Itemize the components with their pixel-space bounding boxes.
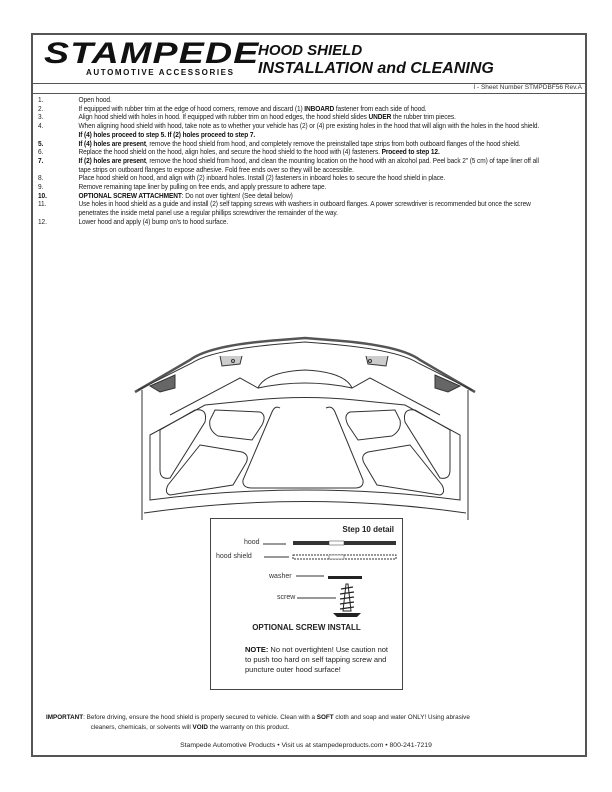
hood-layer (293, 541, 396, 545)
step-5 (38, 140, 539, 149)
hood-shield-layer (293, 555, 396, 559)
step-6 (38, 148, 539, 157)
washer-label: washer (269, 573, 292, 580)
hood-illustration (130, 330, 480, 520)
step-11 (38, 200, 539, 217)
step-number: 10. (38, 191, 47, 200)
step-text-part: Lower hood and apply (4) bump on's to hood surface. (78, 217, 229, 226)
important-label: IMPORTANT (46, 714, 84, 721)
step-text-part: , remove the hood shield from hood, and clean the mounting location on the hood with an alcohol pad. Peel back 2" (5 cm) of tape liner off all tape strips on outboard flanges to expose adhesive. Fold free ends over so they will be accessible. (78, 156, 539, 174)
step-number: 2. (38, 104, 44, 113)
title-line-2: INSTALLATION and CLEANING (258, 60, 494, 77)
step-text (78, 192, 539, 201)
step-text-part: fastener from each side of hood. (334, 104, 427, 113)
step-text (78, 148, 539, 157)
step-text (78, 122, 539, 139)
step-12 (38, 218, 539, 227)
step-text (78, 157, 539, 174)
step-text (78, 105, 539, 114)
step-7 (38, 157, 539, 174)
detail-caption: OPTIONAL SCREW INSTALL (252, 623, 361, 632)
important-notice (46, 713, 539, 732)
hood-label: hood (244, 539, 260, 546)
step-text-part: UNDER (368, 113, 392, 122)
step-text-part: Open hood. (78, 96, 112, 104)
step-text-part: When aligning hood shield with hood, take note as to whether your vehicle has (2) or (4) pre existing holes in the hood that will align with the holes in the hood shield. (78, 122, 540, 131)
step-text-part: Replace the hood shield on the hood, align holes, and secure the hood shield to the hood with (4) fasteners. (78, 148, 382, 157)
logo-subtitle: AUTOMOTIVE ACCESSORIES (86, 68, 235, 77)
hood-shield-label: hood shield (216, 553, 252, 560)
step-text-part: OPTIONAL SCREW ATTACHMENT (78, 191, 182, 200)
screw-diagram (211, 519, 404, 619)
step-9 (38, 183, 539, 192)
step-text-part: Remove remaining tape liner by pulling on free ends, and apply pressure to adhere tape. (78, 183, 327, 192)
step-8 (38, 174, 539, 183)
important-void: VOID (192, 723, 208, 731)
important-soft: SOFT (316, 714, 334, 721)
step-2 (38, 105, 539, 114)
logo-brand: STAMPEDE (44, 37, 260, 70)
step-text (78, 200, 539, 217)
step-text-part: If (4) holes proceed to step 5. If (2) holes proceed to step 7. (78, 130, 256, 139)
step-text-part: If (2) holes are present (78, 156, 146, 165)
step-number: 6. (38, 148, 44, 157)
step-text-part: Place hood shield on hood, and align with (2) inboard holes. Install (2) fasteners in inboard holes to secure the hood shield in place. (78, 174, 446, 183)
step-text-part: Use holes in hood shield as a guide and install (2) self tapping screws with washers in outboard flanges. A power screwdriver is recommended but once the screw penetrates the inside metal panel use a regular phillips screwdriver the remainder of the way. (78, 200, 531, 218)
step-text (78, 140, 539, 149)
step-text-part: If (4) holes are present (78, 139, 146, 148)
sheet-number: I - Sheet Number STMPDBF56 Rev.A (473, 84, 582, 91)
step-text-part: the rubber trim pieces. (391, 113, 456, 122)
washer-shape (328, 576, 362, 579)
important-text: cloth and soap and water ONLY! Using abrasive (333, 714, 470, 721)
detail-heading: Step 10 detail (342, 525, 394, 534)
title-line-1: HOOD SHIELD (258, 42, 363, 59)
step-number: 11. (38, 200, 47, 209)
screw-icon (333, 584, 361, 617)
step-text (78, 96, 539, 105)
screw-label: screw (277, 594, 296, 601)
detail-note (245, 645, 395, 675)
important-text: : Before driving, ensure the hood shield is properly secured to vehicle. Clean with a (83, 714, 317, 721)
instruction-steps (38, 96, 539, 227)
step-number: 7. (38, 156, 44, 165)
step-number: 4. (38, 122, 44, 131)
step-number: 3. (38, 113, 44, 122)
step-text (78, 218, 539, 227)
step-text-part: Proceed to step 12. (381, 148, 440, 157)
step-3 (38, 113, 539, 122)
step-text-part: Align hood shield with holes in hood. If equipped with rubber trim on hood edges, the hood shield slides (78, 113, 369, 122)
step-text-part: If equipped with rubber trim at the edge of hood corners, remove and discard (1) (78, 104, 305, 113)
step-number: 9. (38, 183, 44, 192)
step-text-part: : Do not over tighten! (See detail below) (181, 191, 293, 200)
footer-contact: Stampede Automotive Products • Visit us at stampedeproducts.com • 800-241-7219 (180, 742, 432, 749)
step-4 (38, 122, 539, 139)
step-text (78, 183, 539, 192)
step-text (78, 174, 539, 183)
important-text: the warranty on this product. (207, 723, 290, 731)
stampede-logo (44, 37, 260, 82)
step-number: 1. (38, 96, 44, 104)
step-text-part: INBOARD (304, 104, 335, 113)
step-text (78, 113, 539, 122)
step-1 (38, 96, 539, 105)
note-text: No not overtighten! Use caution not to push too hard on self tapping screw and puncture outer hood surface! (245, 645, 388, 674)
step-text-part: , remove the hood shield from hood, and completely remove the preinstalled tape strips from both outboard flanges of the hood shield. (145, 139, 521, 148)
document-title (258, 42, 494, 78)
step-10 (38, 192, 539, 201)
divider (31, 93, 587, 94)
step-number: 5. (38, 139, 44, 148)
important-text: cleaners, chemicals, or solvents will (90, 723, 193, 731)
note-label: NOTE: (245, 645, 269, 654)
step-number: 8. (38, 174, 44, 183)
step-10-detail-box (210, 518, 403, 690)
step-number: 12. (38, 217, 47, 226)
